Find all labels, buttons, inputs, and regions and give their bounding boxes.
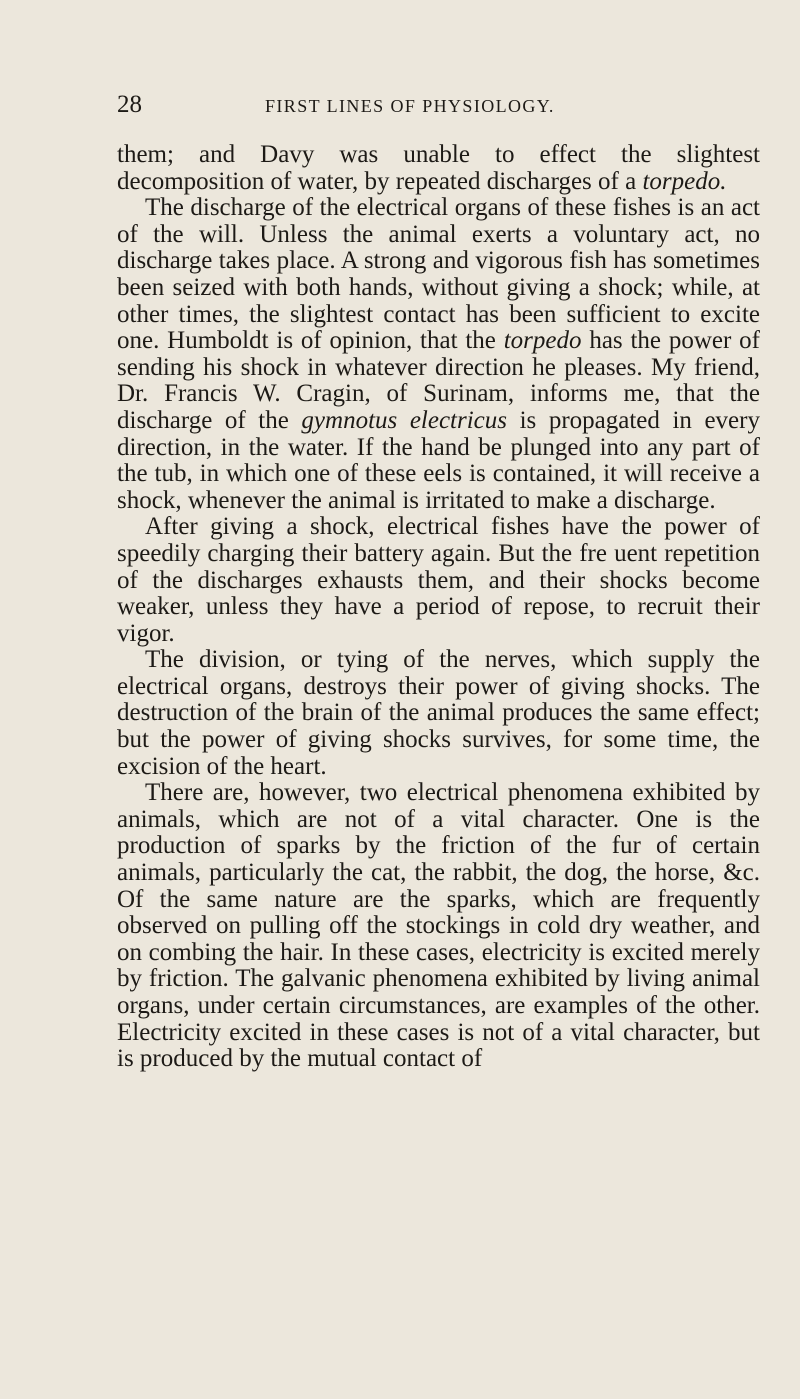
italic-text: gymnotus electricus	[301, 406, 507, 434]
italic-text: torpedo	[503, 327, 582, 355]
paragraph	[117, 647, 760, 780]
paragraph	[117, 514, 760, 647]
text-run: After giving a shock, electrical fishes have the power of speedily charging their battery again. But the fre uent repetition of the discharges exhausts them, and their shocks become weaker, unless they have a period of repose, to recruit their vigor.	[117, 513, 760, 647]
italic-text: torpedo.	[642, 167, 727, 195]
text-run: The discharge of the electrical organs of these fishes is an act of the will. Unless the animal exerts a voluntary act, no discharge takes place. A strong and vigorous fish has sometimes been seized with both hands, without giving a shock; while, at other times, the slightest contact has been sufficient to excite one. Humboldt is of opinion, that the	[117, 194, 760, 355]
page-number: 28	[117, 91, 142, 118]
paragraph	[117, 142, 760, 195]
text-run: The division, or tying of the nerves, which supply the electrical organs, destroys their power of giving shocks. The destruction of the brain of the animal produces the same effect; but the power of giving shocks survives, for some time, the excision of the heart.	[117, 646, 760, 780]
running-head: FIRST LINES OF PHYSIOLOGY.	[265, 96, 555, 116]
paragraph	[117, 780, 760, 1073]
body-text	[117, 142, 760, 1073]
text-run: them; and Davy was unable to effect the slightest decomposition of water, by repeated discharges of a	[117, 141, 760, 195]
text-run: There are, however, two electrical phenomena exhibited by animals, which are not of a vital character. One is the production of sparks by the friction of the fur of certain animals, particularly the cat, the rabbit, the dog, the horse, &c. Of the same nature are the sparks, which are frequently observed on pulling off the stockings in cold dry weather, and on combing the hair. In these cases, electricity is excited merely by friction. The galvanic phenomena exhibited by living animal organs, under certain circumstances, are examples of the other. Electricity excited in these cases is not of a vital character, but is produced by the mutual contact of	[117, 779, 760, 1073]
page-header	[117, 92, 757, 118]
text-run: has the power of sending his shock in whatever direction he pleases. My friend, Dr. Francis W. Cragin, of Surinam, informs me, that the discharge of the	[117, 327, 760, 434]
text-run: is propagated in every direction, in the water. If the hand be plunged into any part of the tub, in which one of these eels is contained, it will receive a shock, whenever the animal is irritated to make a discharge.	[117, 406, 760, 514]
paragraph	[117, 195, 760, 514]
